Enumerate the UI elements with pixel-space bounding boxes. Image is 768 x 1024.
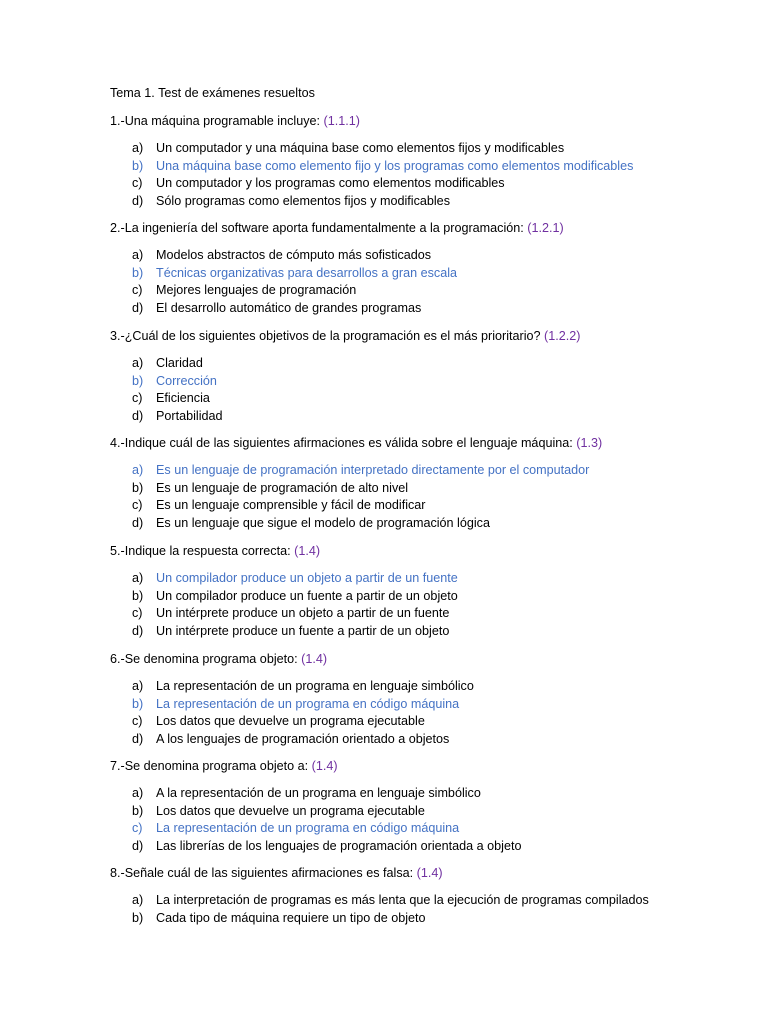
option-text: La representación de un programa en lenguaje simbólico bbox=[156, 679, 474, 693]
option-letter: a) bbox=[132, 786, 144, 800]
option-letter: b) bbox=[132, 588, 144, 603]
option-letter: a) bbox=[132, 248, 144, 262]
options-list bbox=[110, 892, 760, 927]
option-letter: c) bbox=[132, 498, 143, 512]
question-text bbox=[110, 758, 760, 775]
question-reference: (1.4) bbox=[294, 544, 321, 558]
question-reference: (1.3) bbox=[576, 436, 603, 450]
question-prompt: 6.-Se denomina programa objeto: bbox=[110, 652, 298, 666]
option-letter: a) bbox=[132, 141, 144, 155]
option-a bbox=[110, 892, 760, 910]
option-letter: a) bbox=[132, 679, 144, 693]
option-text: Mejores lenguajes de programación bbox=[156, 283, 357, 297]
option-letter: b) bbox=[132, 158, 144, 173]
option-c bbox=[110, 390, 760, 408]
options-list bbox=[110, 247, 760, 317]
question-prompt: 7.-Se denomina programa objeto a: bbox=[110, 759, 309, 773]
question-prompt: 2.-La ingeniería del software aporta fundamentalmente a la programación: bbox=[110, 221, 524, 235]
question-prompt: 4.-Indique cuál de las siguientes afirmaciones es válida sobre el lenguaje máquina: bbox=[110, 436, 573, 450]
option-b bbox=[110, 480, 760, 498]
option-d bbox=[110, 838, 760, 856]
option-text: Cada tipo de máquina requiere un tipo de objeto bbox=[156, 910, 426, 925]
question-reference: (1.4) bbox=[301, 652, 328, 666]
option-text: Es un lenguaje de programación de alto nivel bbox=[156, 480, 409, 495]
option-b-correct bbox=[110, 265, 760, 283]
option-letter: c) bbox=[132, 606, 143, 620]
option-text: Corrección bbox=[156, 373, 217, 388]
options-list bbox=[110, 678, 760, 748]
option-letter: b) bbox=[132, 480, 144, 495]
question-5 bbox=[110, 543, 760, 640]
option-b-correct bbox=[110, 373, 760, 391]
option-text: A la representación de un programa en lenguaje simbólico bbox=[156, 786, 481, 800]
option-text: Un compilador produce un fuente a partir de un objeto bbox=[156, 588, 458, 603]
question-reference: (1.2.1) bbox=[527, 221, 564, 235]
question-7 bbox=[110, 758, 760, 855]
question-text bbox=[110, 113, 760, 130]
option-letter: d) bbox=[132, 623, 144, 638]
question-reference: (1.1.1) bbox=[323, 114, 360, 128]
option-a bbox=[110, 785, 760, 803]
option-letter: d) bbox=[132, 515, 144, 530]
options-list bbox=[110, 355, 760, 425]
option-text: La representación de un programa en código máquina bbox=[156, 821, 460, 835]
option-d bbox=[110, 623, 760, 641]
option-letter: c) bbox=[132, 714, 143, 728]
option-letter: d) bbox=[132, 300, 144, 315]
question-reference: (1.2.2) bbox=[544, 329, 581, 343]
option-text: Las librerías de los lenguajes de programación orientada a objeto bbox=[156, 838, 522, 853]
question-text bbox=[110, 865, 760, 882]
option-d bbox=[110, 515, 760, 533]
option-letter: d) bbox=[132, 838, 144, 853]
question-1 bbox=[110, 113, 760, 210]
option-b-correct bbox=[110, 696, 760, 714]
question-text bbox=[110, 220, 760, 237]
option-c bbox=[110, 175, 760, 193]
question-text bbox=[110, 435, 760, 452]
options-list bbox=[110, 570, 760, 640]
options-list bbox=[110, 785, 760, 855]
option-b bbox=[110, 910, 760, 928]
question-prompt: 1.-Una máquina programable incluye: bbox=[110, 114, 321, 128]
option-a-correct bbox=[110, 570, 760, 588]
option-letter: b) bbox=[132, 373, 144, 388]
option-letter: a) bbox=[132, 356, 144, 370]
option-d bbox=[110, 300, 760, 318]
option-c bbox=[110, 713, 760, 731]
option-d bbox=[110, 731, 760, 749]
option-a bbox=[110, 355, 760, 373]
question-text bbox=[110, 651, 760, 668]
option-letter: b) bbox=[132, 696, 144, 711]
option-text: Es un lenguaje de programación interpretado directamente por el computador bbox=[156, 463, 590, 477]
question-prompt: 5.-Indique la respuesta correcta: bbox=[110, 544, 291, 558]
option-text: El desarrollo automático de grandes programas bbox=[156, 300, 422, 315]
option-letter: c) bbox=[132, 821, 143, 835]
option-text: La representación de un programa en código máquina bbox=[156, 696, 460, 711]
option-text: Es un lenguaje comprensible y fácil de modificar bbox=[156, 498, 426, 512]
option-a bbox=[110, 678, 760, 696]
document-title: Tema 1. Test de exámenes resueltos bbox=[110, 86, 315, 100]
option-letter: b) bbox=[132, 910, 144, 925]
option-text: Técnicas organizativas para desarrollos a gran escala bbox=[156, 265, 458, 280]
option-letter: d) bbox=[132, 731, 144, 746]
option-text: Claridad bbox=[156, 356, 203, 370]
option-text: La interpretación de programas es más lenta que la ejecución de programas compilados bbox=[156, 893, 649, 907]
option-text: Los datos que devuelve un programa ejecutable bbox=[156, 803, 425, 818]
option-text: A los lenguajes de programación orientado a objetos bbox=[156, 731, 450, 746]
option-a-correct bbox=[110, 462, 760, 480]
option-letter: c) bbox=[132, 176, 143, 190]
options-list bbox=[110, 140, 760, 210]
question-prompt: 3.-¿Cuál de los siguientes objetivos de la programación es el más prioritario? bbox=[110, 329, 541, 343]
question-prompt: 8.-Señale cuál de las siguientes afirmaciones es falsa: bbox=[110, 866, 414, 880]
option-text: Una máquina base como elemento fijo y los programas como elementos modificables bbox=[156, 158, 634, 173]
option-d bbox=[110, 408, 760, 426]
options-list bbox=[110, 462, 760, 532]
option-b bbox=[110, 588, 760, 606]
question-4 bbox=[110, 435, 760, 532]
option-letter: c) bbox=[132, 283, 143, 297]
option-c bbox=[110, 605, 760, 623]
option-a bbox=[110, 247, 760, 265]
option-letter: a) bbox=[132, 893, 144, 907]
option-letter: d) bbox=[132, 193, 144, 208]
question-text bbox=[110, 328, 760, 345]
question-text bbox=[110, 543, 760, 560]
option-text: Los datos que devuelve un programa ejecutable bbox=[156, 714, 425, 728]
option-text: Es un lenguaje que sigue el modelo de programación lógica bbox=[156, 515, 490, 530]
option-text: Sólo programas como elementos fijos y modificables bbox=[156, 193, 450, 208]
option-letter: a) bbox=[132, 571, 144, 585]
option-c bbox=[110, 497, 760, 515]
option-letter: a) bbox=[132, 463, 144, 477]
question-8 bbox=[110, 865, 760, 927]
option-letter: c) bbox=[132, 391, 143, 405]
question-6 bbox=[110, 651, 760, 748]
option-a bbox=[110, 140, 760, 158]
question-3 bbox=[110, 328, 760, 425]
option-letter: d) bbox=[132, 408, 144, 423]
option-b bbox=[110, 803, 760, 821]
option-text: Un intérprete produce un fuente a partir de un objeto bbox=[156, 623, 450, 638]
option-text: Modelos abstractos de cómputo más sofisticados bbox=[156, 248, 432, 262]
question-reference: (1.4) bbox=[311, 759, 338, 773]
question-reference: (1.4) bbox=[416, 866, 443, 880]
option-text: Un compilador produce un objeto a partir de un fuente bbox=[156, 571, 458, 585]
option-text: Un computador y una máquina base como elementos fijos y modificables bbox=[156, 141, 565, 155]
option-c bbox=[110, 282, 760, 300]
option-c-correct bbox=[110, 820, 760, 838]
option-b-correct bbox=[110, 158, 760, 176]
option-d bbox=[110, 193, 760, 211]
option-text: Un computador y los programas como elementos modificables bbox=[156, 176, 505, 190]
question-2 bbox=[110, 220, 760, 317]
option-text: Portabilidad bbox=[156, 408, 223, 423]
option-text: Eficiencia bbox=[156, 391, 210, 405]
option-letter: b) bbox=[132, 803, 144, 818]
option-letter: b) bbox=[132, 265, 144, 280]
option-text: Un intérprete produce un objeto a partir de un fuente bbox=[156, 606, 450, 620]
